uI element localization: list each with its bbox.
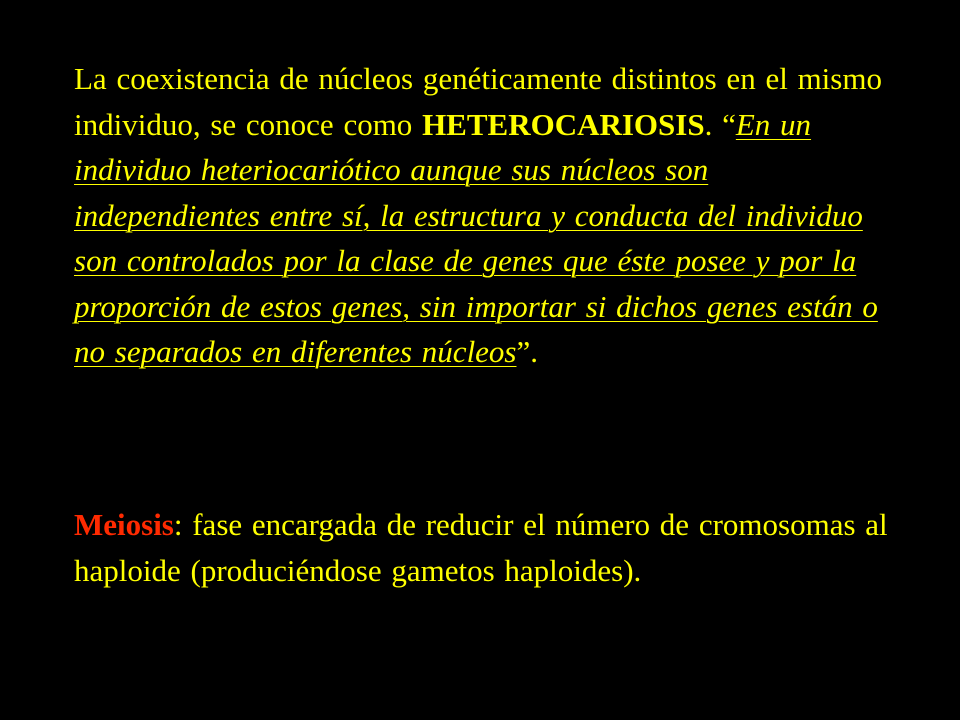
intro-text: La coexistencia de núcleos genéticamente distintos en el mismo individuo, se conoce como [74,61,882,142]
heterocariosis-term: HETEROCARIOSIS [422,106,705,142]
quote-open: . “ [704,106,736,142]
heterocariosis-paragraph [74,56,892,375]
quoted-definition: En un individuo heteriocariótico aunque sus núcleos son independientes entre sí, la estructura y conducta del individuo son controlados por la clase de genes que éste posee y por la proporción de estos genes, sin importar si dichos genes están o no separados en diferentes núcleos [74,106,878,369]
meiosis-term: Meiosis [74,507,174,542]
quote-close: ”. [516,334,539,369]
meiosis-definition: : fase encargada de reducir el número de cromosomas al haploide (produciéndose gametos haploides). [74,507,888,588]
meiosis-paragraph [74,502,892,593]
